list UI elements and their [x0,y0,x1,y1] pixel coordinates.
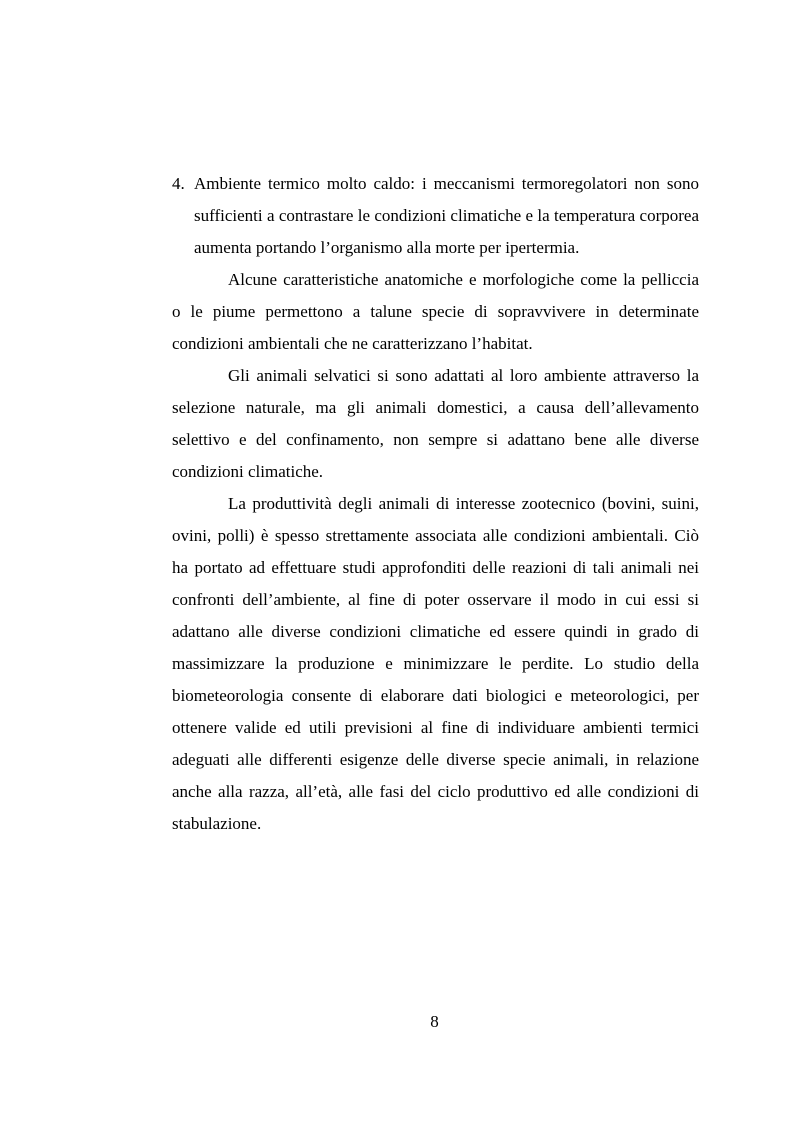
list-item-text: Ambiente termico molto caldo: i meccanismi termoregolatori non sono sufficienti a contrastare le condizioni climatiche e la temperatura corporea aumenta portando l’organismo alla morte per ipertermia. [194,174,699,257]
list-item [172,168,699,264]
list-item-number: 4. [172,174,185,193]
page-number: 8 [430,1012,439,1031]
paragraph-wild-vs-domestic: Gli animali selvatici si sono adattati al loro ambiente attraverso la selezione naturale, ma gli animali domestici, a causa dell’allevamento selettivo e del confinamento, non sempre si adattano bene alle diverse condizioni climatiche. [172,366,699,481]
paragraph-productivity: La produttività degli animali di interesse zootecnico (bovini, suini, ovini, polli) è spesso strettamente associata alle condizioni ambientali. Ciò ha portato ad effettuare studi approfonditi delle reazioni di tali animali nei confronti dell’ambiente, al fine di poter osservare il modo in cui essi si adattano alle diverse condizioni climatiche ed essere quindi in grado di massimizzare la produzione e minimizzare le perdite. Lo studio della biometeorologia consente di elaborare dati biologici e meteorologici, per ottenere valide ed utili previsioni al fine di individuare ambienti termici adeguati alle differenti esigenze delle diverse specie animali, in relazione anche alla razza, all’età, alle fasi del ciclo produttivo ed alle condizioni di stabulazione. [172,494,699,833]
page-body [172,168,699,840]
paragraph-anatomical-features: Alcune caratteristiche anatomiche e morfologiche come la pelliccia o le piume permettono a talune specie di sopravvivere in determinate condizioni ambientali che ne caratterizzano l’habitat. [172,270,699,353]
